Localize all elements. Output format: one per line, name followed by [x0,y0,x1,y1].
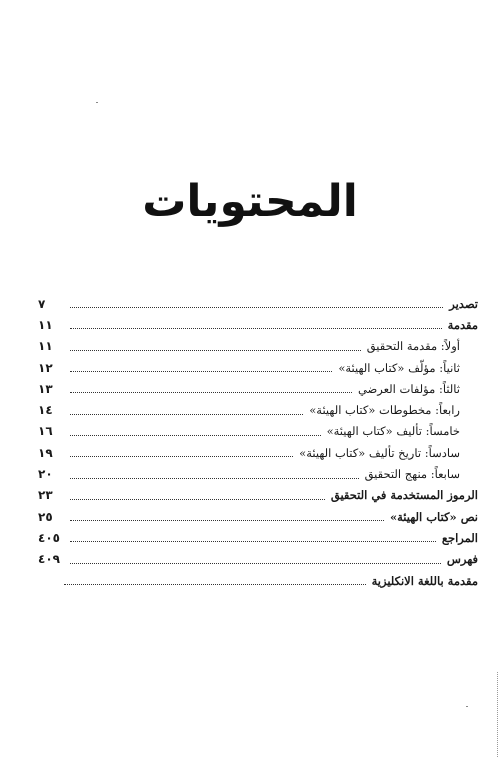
toc-entry-label: تصدير [449,296,478,311]
toc-entry [38,378,478,399]
toc-entry [38,399,478,420]
toc-entry-label: رابعاً: مخطوطات «كتاب الهيئة» [309,403,460,418]
dot-leader [70,563,441,564]
toc-entry [38,357,478,378]
print-speck [466,706,468,707]
dot-leader [70,478,359,479]
toc-entry [38,549,478,570]
toc-entry [38,570,478,591]
toc-entry-page-number: ٤٠٩ [38,552,60,567]
dot-leader [70,328,442,329]
toc-entry-label: خامساً: تأليف «كتاب الهيئة» [326,424,460,439]
toc-entry-label: سادساً: تاريخ تأليف «كتاب الهيئة» [299,445,460,460]
toc-entry-label: الرموز المستخدمة في التحقيق [330,488,478,503]
toc-entry-label: مقدمة [447,317,478,332]
print-speck [96,102,98,103]
table-of-contents [38,293,478,591]
dot-leader [64,584,366,585]
toc-entry [38,293,478,314]
toc-entry [38,463,478,484]
dot-leader [70,435,321,436]
toc-entry-label: ثانياً: مؤلّف «كتاب الهيئة» [338,360,460,375]
toc-entry [38,314,478,335]
dot-leader [70,499,325,500]
toc-entry-label: نص «كتاب الهيئة» [389,509,478,524]
toc-entry-label: فهرس [446,552,478,567]
dot-leader [70,371,332,372]
toc-entry-page-number: ١٦ [38,424,53,439]
page-edge-marks [491,672,498,757]
toc-entry-page-number: ٢٥ [38,509,53,524]
toc-entry [38,421,478,442]
toc-entry [38,485,478,506]
toc-entry-label: مقدمة باللغة الانكليزية [371,573,478,588]
toc-entry-page-number: ١٢ [38,360,53,375]
page-title: المحتويات [142,176,358,227]
toc-entry-page-number: ٧ [38,296,46,311]
toc-entry-label: المراجع [441,530,478,545]
toc-entry-page-number: ٤٠٥ [38,530,60,545]
dot-leader [70,350,361,351]
dot-leader [70,456,293,457]
toc-entry-page-number: ١١ [38,339,53,354]
toc-entry-label: أولاً: مقدمة التحقيق [366,339,460,354]
toc-entry-page-number: ٢٣ [38,488,53,503]
toc-entry [38,442,478,463]
dot-leader [70,307,443,308]
dot-leader [70,541,436,542]
toc-entry-label: ثالثاً: مؤلفات العرضي [357,381,460,396]
toc-entry-page-number: ١٩ [38,445,53,460]
toc-entry [38,527,478,548]
toc-entry-page-number: ٢٠ [38,467,53,482]
toc-entry-page-number: ١٤ [38,403,53,418]
toc-entry [38,506,478,527]
toc-entry-page-number: ١٣ [38,381,53,396]
toc-entry-page-number: ١١ [38,317,53,332]
toc-entry [38,336,478,357]
dot-leader [70,414,303,415]
toc-entry-label: سابعاً: منهج التحقيق [364,467,460,482]
dot-leader [70,392,352,393]
dot-leader [70,520,384,521]
